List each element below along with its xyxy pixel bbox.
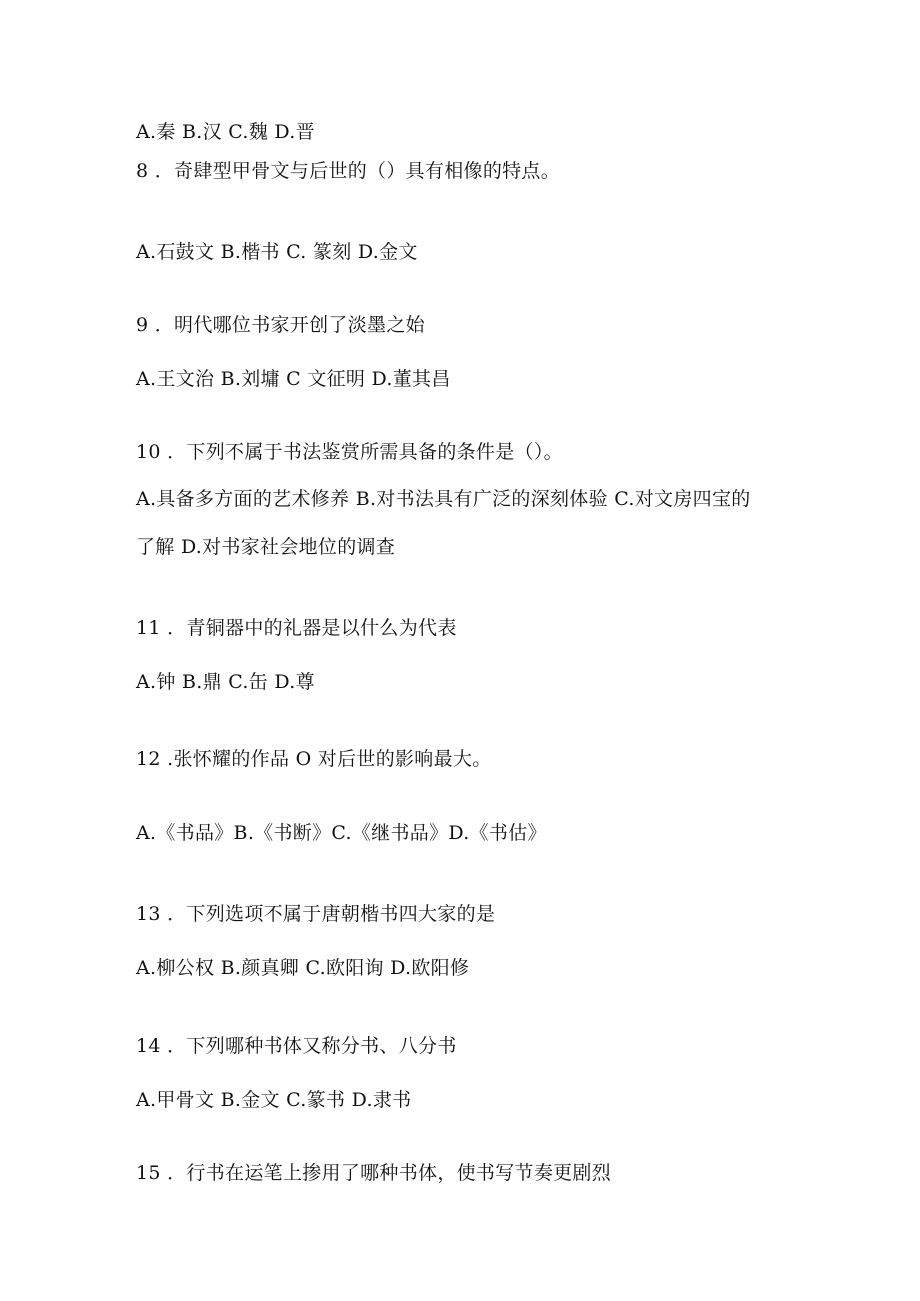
answer-options-q10-line-1: A.具备多方面的艺术修养 B.对书法具有广泛的深刻体验 C.对文房四宝的 (136, 488, 751, 510)
question-8: 8 ．奇肆型甲骨文与后世的（）具有相像的特点。 (136, 160, 561, 182)
question-15: 15 ．行书在运笔上掺用了哪种书体，使书写节奏更剧烈 (136, 1162, 612, 1184)
question-12: 12 .张怀耀的作品 O 对后世的影响最大。 (136, 748, 492, 770)
question-9: 9 ．明代哪位书家开创了淡墨之始 (136, 314, 425, 336)
answer-options-q14: A.甲骨文 B.金文 C.篆书 D.隶书 (136, 1089, 412, 1111)
answer-options-q13: A.柳公权 B.颜真卿 C.欧阳询 D.欧阳修 (136, 957, 470, 979)
answer-options-q9: A.王文治 B.刘墉 C 文征明 D.董其昌 (136, 368, 451, 390)
question-10: 10 ．下列不属于书法鉴赏所需具备的条件是（）。 (136, 441, 563, 463)
question-11: 11 ．青铜器中的礼器是以什么为代表 (136, 617, 457, 639)
question-14: 14 ．下列哪种书体又称分书、八分书 (136, 1035, 457, 1057)
answer-options-q8: A.石鼓文 B.楷书 C. 篆刻 D.金文 (136, 241, 418, 263)
answer-options-q11: A.钟 B.鼎 C.缶 D.尊 (136, 671, 315, 693)
answer-options-q12: A.《书品》B.《书断》C.《继书品》D.《书估》 (136, 822, 547, 844)
answer-options-q7: A.秦 B.汉 C.魏 D.晋 (136, 121, 315, 143)
answer-options-q10-line-2: 了解 D.对书家社会地位的调查 (136, 536, 396, 558)
question-13: 13 ．下列选项不属于唐朝楷书四大家的是 (136, 903, 496, 925)
